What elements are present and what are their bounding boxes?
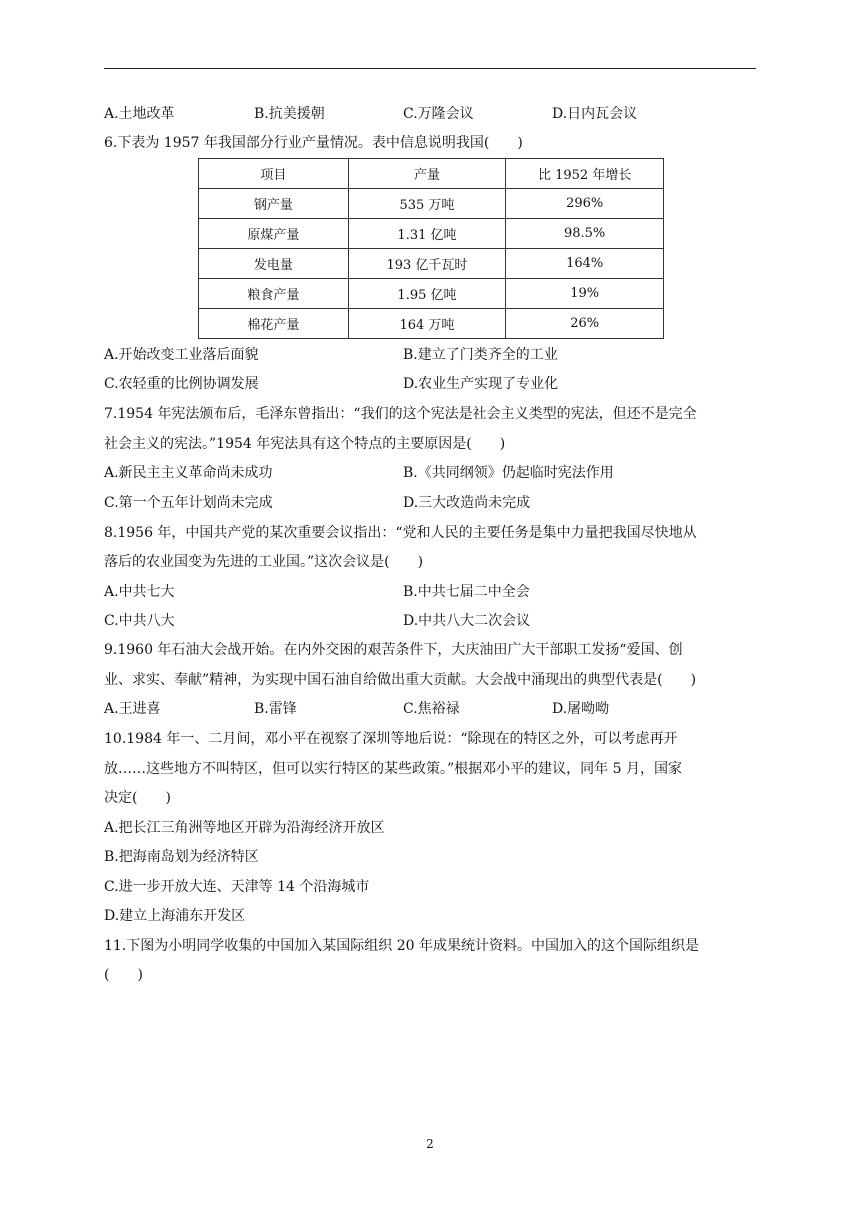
q6-option-b: B.建立了门类齐全的工业 [403,347,558,363]
q7-option-a: A.新民主主义革命尚未成功 [104,465,273,481]
table-header-row [199,159,664,189]
table-cell: 1.95 亿吨 [348,279,506,309]
table-row [199,309,664,339]
q9-option-c: C.焦裕禄 [403,701,460,717]
q10-stem-line-2: 放……这些地方不叫特区，但可以实行特区的某些政策。”根据邓小平的建议，同年 5 月，国家 [104,761,682,777]
q10-stem-line-3: 决定( ) [104,790,171,806]
q9-option-b: B.雷锋 [254,701,297,717]
table-cell: 26% [506,309,664,339]
table-cell: 1.31 亿吨 [348,219,506,249]
q10-option-d: D.建立上海浦东开发区 [104,908,246,924]
q8-option-a: A.中共七大 [104,584,175,600]
q9-option-a: A.王进喜 [104,701,161,717]
table-row [199,189,664,219]
q7-option-b: B.《共同纲领》仍起临时宪法作用 [403,465,614,481]
header-rule [104,68,756,69]
production-table [198,158,664,339]
q10-option-c: C.进一步开放大连、天津等 14 个沿海城市 [104,879,370,895]
q5-option-c: C.万隆会议 [403,106,474,122]
q9-option-d: D.屠呦呦 [552,701,610,717]
table-cell: 193 亿千瓦时 [348,249,506,279]
table-header-item: 项目 [199,159,349,189]
q9-stem-line-1: 9.1960 年石油大会战开始。在内外交困的艰苦条件下，大庆油田广大干部职工发扬“爱国、创 [104,642,683,658]
q8-stem-line-1: 8.1956 年，中国共产党的某次重要会议指出：“党和人民的主要任务是集中力量把我国尽快地从 [104,525,697,541]
table-header-growth: 比 1952 年增长 [506,159,664,189]
q7-stem-line-2: 社会主义的宪法。”1954 年宪法具有这个特点的主要原因是( ) [104,436,506,452]
table-cell: 钢产量 [199,189,349,219]
table-cell: 98.5% [506,219,664,249]
q6-option-d: D.农业生产实现了专业化 [403,376,559,392]
table-row [199,249,664,279]
q5-option-b: B.抗美援朝 [254,106,325,122]
q8-option-d: D.中共八大二次会议 [403,613,531,629]
page-number: 2 [426,1137,434,1151]
table-row [199,219,664,249]
table-cell: 535 万吨 [348,189,506,219]
table-cell: 粮食产量 [199,279,349,309]
q10-option-a: A.把长江三角洲等地区开辟为沿海经济开放区 [104,820,385,836]
table-cell: 棉花产量 [199,309,349,339]
q5-option-d: D.日内瓦会议 [552,106,638,122]
q8-option-c: C.中共八大 [104,613,175,629]
q9-stem-line-2: 业、求实、奉献”精神，为实现中国石油自给做出重大贡献。大会战中涌现出的典型代表是( ) [104,672,697,688]
q7-option-d: D.三大改造尚未完成 [403,495,531,511]
table-cell: 164 万吨 [348,309,506,339]
q5-option-a: A.土地改革 [104,106,175,122]
table-row [199,279,664,309]
q11-stem-line-2: ( ) [104,967,143,983]
table-cell: 发电量 [199,249,349,279]
q7-stem-line-1: 7.1954 年宪法颁布后，毛泽东曾指出：“我们的这个宪法是社会主义类型的宪法，但还不是完全 [104,406,697,422]
table-cell: 19% [506,279,664,309]
q11-stem-line-1: 11.下图为小明同学收集的中国加入某国际组织 20 年成果统计资料。中国加入的这个国际组织是 [104,938,699,954]
q6-option-c: C.农轻重的比例协调发展 [104,376,259,392]
q10-stem-line-1: 10.1984 年一、二月间，邓小平在视察了深圳等地后说：“除现在的特区之外，可以考虑再开 [104,731,678,747]
q8-option-b: B.中共七届二中全会 [403,584,530,600]
table-cell: 原煤产量 [199,219,349,249]
q10-option-b: B.把海南岛划为经济特区 [104,849,259,865]
table-header-output: 产量 [348,159,506,189]
q8-stem-line-2: 落后的农业国变为先进的工业国。”这次会议是( ) [104,554,424,570]
table-cell: 164% [506,249,664,279]
table-cell: 296% [506,189,664,219]
q7-option-c: C.第一个五年计划尚未完成 [104,495,273,511]
q6-stem: 6.下表为 1957 年我国部分行业产量情况。表中信息说明我国( ) [104,135,523,151]
q6-option-a: A.开始改变工业落后面貌 [104,347,259,363]
